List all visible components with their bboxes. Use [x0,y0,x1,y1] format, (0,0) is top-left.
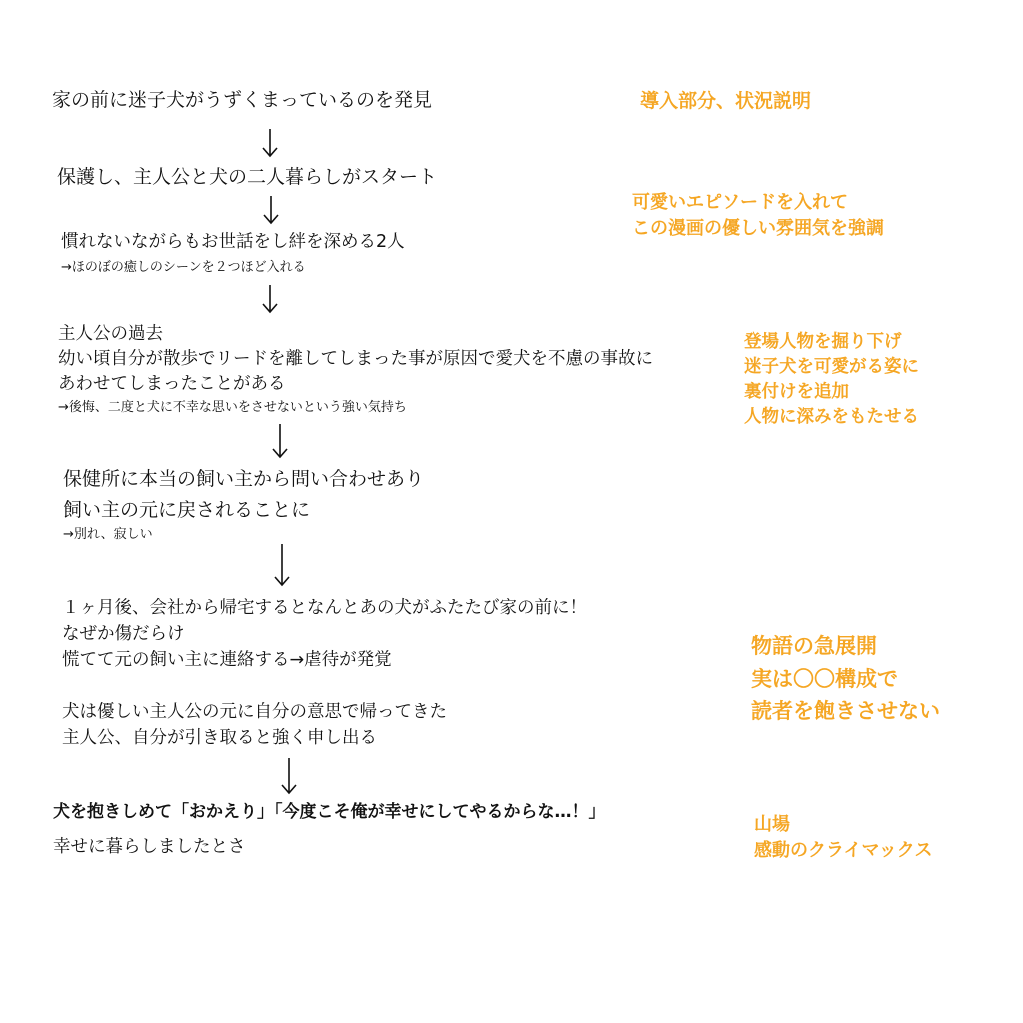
arrow-2 [261,194,281,226]
step-5-line1: 保健所に本当の飼い主から問い合わせあり [63,468,425,490]
note-4-line3: 読者を飽きさせない [751,699,940,724]
step-4-line1: 主人公の過去 [58,324,163,344]
arrow-4 [270,422,290,460]
arrow-1 [260,127,280,159]
note-2-line2: この漫画の優しい雰囲気を強調 [632,217,884,239]
arrow-5 [272,542,292,588]
step-6-line4: 犬は優しい主人公の元に自分の意思で帰ってきた [62,702,447,722]
note-2-line1: 可愛いエピソードを入れて [632,192,848,213]
note-episode [632,190,884,241]
note-character [744,330,919,429]
step-4-line3: あわせてしまったことがある [58,374,286,394]
note-4-line1: 物語の急展開 [751,634,877,658]
step-2: 保護し、主人公と犬の二人暮らしがスタート [57,166,438,188]
note-5-line1: 山場 [754,814,790,835]
step-5-sub: →別れ、寂しい [63,527,153,542]
step-7-climax: 犬を抱きしめて「おかえり」「今度こそ俺が幸せにしてやるからな…！」 [53,802,606,822]
note-3-line4: 人物に深みをもたせる [744,406,919,427]
note-5-line2: 感動のクライマックス [754,839,933,861]
step-6-line3: 慌てて元の飼い主に連絡する→虐待が発覚 [62,650,392,670]
note-3-line3: 裏付けを追加 [744,381,849,402]
note-1-line1: 導入部分、状況説明 [640,90,812,112]
note-3-line2: 迷子犬を可愛がる姿に [744,356,919,377]
step-4-line2: 幼い頃自分が散歩でリードを離してしまった事が原因で愛犬を不慮の事故に [58,349,653,369]
note-introduction [640,88,811,115]
step-6-line2: なぜか傷だらけ [62,624,185,644]
note-climax [754,812,933,863]
step-3-main: 慣れないながらもお世話をし絆を深める2人 [61,232,405,252]
note-3-line1: 登場人物を掘り下げ [744,332,902,352]
note-4-line2: 実は〇〇構成で [751,666,898,691]
step-4-sub: →後悔、二度と犬に不幸な思いをさせないという強い気持ち [58,400,407,415]
step-3-sub: →ほのぼの癒しのシーンを２つほど入れる [61,260,306,275]
arrow-3 [260,283,280,315]
step-5-line2: 飼い主の元に戻されることに [63,499,311,521]
step-1: 家の前に迷子犬がうずくまっているのを発見 [52,89,433,111]
step-7-ending: 幸せに暮らしましたとさ [53,837,246,857]
arrow-6 [279,756,299,796]
step-6-line1: １ヶ月後、会社から帰宅するとなんとあの犬がふたたび家の前に！ [62,598,587,618]
note-twist [751,630,940,728]
step-6-line5: 主人公、自分が引き取ると強く申し出る [62,728,377,748]
